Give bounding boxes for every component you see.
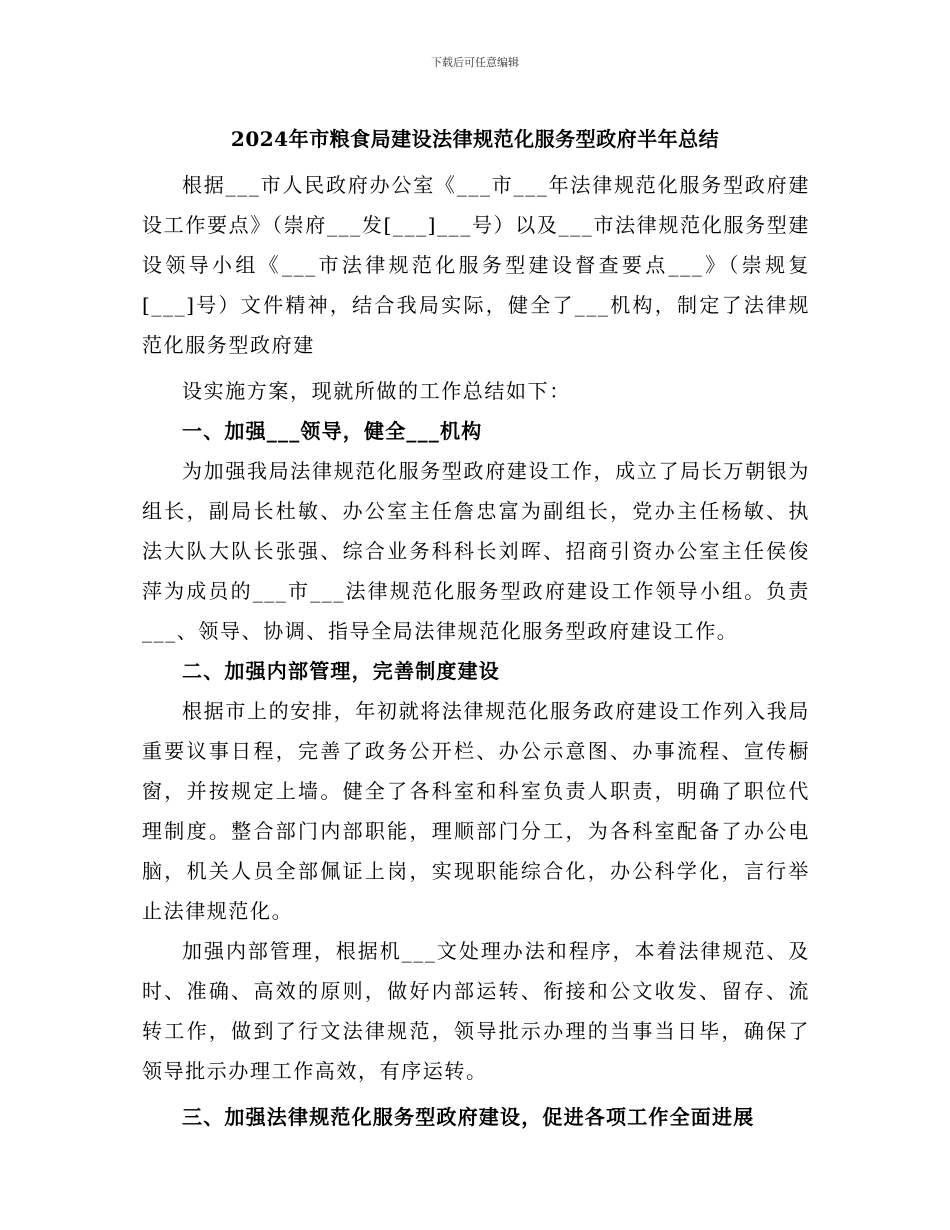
paragraph-document-handling: 加强内部管理，根据机___文处理办法和程序，本着法律规范、及时、准确、高效的原则，做好内部运转、衔接和公文收发、留存、流转工作，做到了行文法律规范，领导批示办理的当事当日毕，确保了领导批示办理工作高效，有序运转。 — [142, 939, 810, 1083]
paragraph-intro: 根据___市人民政府办公室《___市___年法律规范化服务型政府建设工作要点》（崇府___发[___]___号）以及___市法律规范化服务型建设领导小组《___市法律规范化服务型建设督查要点___》（崇规复[___]号）文件精神，结合我局实际，健全了___机构，制定了法律规范化服务型政府建 — [142, 173, 810, 357]
section-heading-2: 二、加强内部管理，完善制度建设 — [182, 659, 500, 683]
paragraph-summary-lead: 设实施方案，现就所做的工作总结如下： — [182, 379, 571, 403]
paragraph-internal-management: 根据市上的安排，年初就将法律规范化服务政府建设工作列入我局重要议事日程，完善了政务公开栏、办公示意图、办事流程、宣传橱窗，并按规定上墙。健全了各科室和科室负责人职责，明确了职位代理制度。整合部门内部职能，理顺部门分工，为各科室配备了办公电脑，机关人员全部佩证上岗，实现职能综合化，办公科学化，言行举止法律规范化。 — [142, 699, 810, 923]
section-heading-1: 一、加强___领导，健全___机构 — [182, 419, 483, 443]
paragraph-leadership: 为加强我局法律规范化服务型政府建设工作，成立了局长万朝银为组长，副局长杜敏、办公室主任詹忠富为副组长，党办主任杨敏、执法大队大队长张强、综合业务科科长刘晖、招商引资办公室主任侯俊萍为成员的___市___法律规范化服务型政府建设工作领导小组。负责___、领导、协调、指导全局法律规范化服务型政府建设工作。 — [142, 459, 810, 643]
page-header-note: 下载后可任意编辑 — [431, 56, 519, 69]
document-body — [142, 165, 810, 1137]
section-heading-3: 三、加强法律规范化服务型政府建设，促进各项工作全面进展 — [182, 1105, 755, 1129]
document-title: 2024年市粮食局建设法律规范化服务型政府半年总结 — [230, 127, 720, 151]
